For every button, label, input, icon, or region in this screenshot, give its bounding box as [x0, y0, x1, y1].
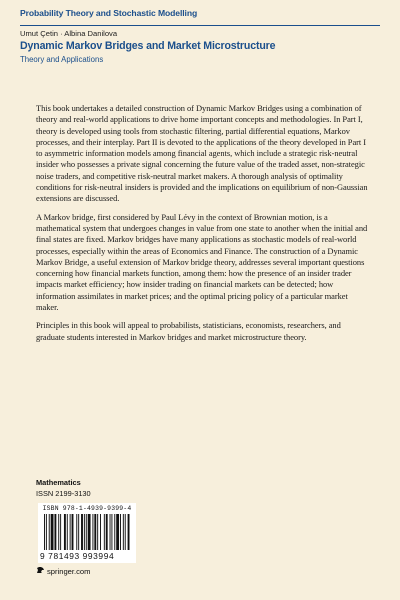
issn: ISSN 2199-3130 [36, 489, 91, 498]
barcode-bar [88, 514, 91, 550]
barcode-bar [64, 514, 66, 550]
isbn-label: ISBN 978-1-4939-9399-4 [42, 505, 132, 512]
barcode-bar [70, 514, 71, 550]
barcode-bar [86, 514, 87, 550]
barcode-bar [94, 514, 96, 550]
barcode-bar [125, 514, 126, 550]
barcode-bar [92, 514, 93, 550]
barcode-bar [72, 514, 74, 550]
barcode-bar [116, 514, 119, 550]
barcode-bar [58, 514, 59, 550]
barcode-bar [54, 514, 56, 550]
barcode-bar [97, 514, 98, 550]
publisher-url[interactable]: springer.com [47, 567, 91, 576]
authors: Umut Çetin · Albina Danilova [20, 29, 118, 38]
barcode-bar [51, 514, 54, 550]
barcode [38, 503, 136, 563]
barcode-bar [84, 514, 85, 550]
header-rule [20, 25, 380, 26]
barcode-bar [78, 514, 79, 550]
barcode-bar [67, 514, 68, 550]
barcode-bar [104, 514, 105, 550]
barcode-bars [44, 514, 132, 552]
barcode-bar [60, 514, 61, 550]
isbn-digits: 9 781493 993994 [40, 551, 115, 561]
series-title: Probability Theory and Stochastic Modelling [20, 8, 198, 18]
book-title: Dynamic Markov Bridges and Market Microstructure [20, 40, 276, 52]
blurb-paragraph: This book undertakes a detailed construction of Dynamic Markov Bridges using a combination of theory and real-world applications to drive home important concepts and methodologies. In Part I, theory is developed using tools from stochastic filtering, partial differential equations, Markov processes, and their interplay. Part II is devoted to the applications of the theory developed in Part I to asymmetric information models among financial agents, which include a strategic risk-neutral insider who possesses a private signal concerning the future value of the traded asset, non-strategic noise traders, and competitive risk-neutral market makers. A thorough analysis of optimality conditions for risk-neutral insiders is provided and the implications on equilibrium of non-Gaussian extensions are discussed. [36, 103, 368, 204]
barcode-bar [76, 514, 77, 550]
blurb-paragraph: Principles in this book will appeal to probabilists, statisticians, economists, researchers, and graduate students interested in Markov bridges and market microstructure theory. [36, 320, 341, 342]
barcode-bar [120, 514, 121, 550]
barcode-bar [123, 514, 124, 550]
barcode-bar [106, 514, 108, 550]
barcode-bar [46, 514, 47, 550]
barcode-bar [44, 514, 45, 550]
blurb [36, 103, 371, 350]
book-subtitle: Theory and Applications [20, 55, 104, 64]
publisher [36, 566, 90, 576]
barcode-bar [114, 514, 115, 550]
barcode-bar [81, 514, 83, 550]
subject-category: Mathematics [36, 478, 81, 487]
barcode-bar [128, 514, 130, 550]
barcode-bar [110, 514, 111, 550]
springer-horse-icon [36, 566, 45, 576]
blurb-paragraph: A Markov bridge, first considered by Paul Lévy in the context of Brownian motion, is a mathematical system that undergoes changes in value from one state to another when the initial and final states are fixed. Markov bridges have many applications as stochastic models of real-world processes, especially within the areas of Economics and Finance. The construction of a Dynamic Markov Bridge, a useful extension of Markov bridge theory, addresses several important questions concerning how financial markets function, among them: how the presence of an insider trader impacts market efficiency; how insider trading on financial markets can be detected; how information assimilates in market prices; and the optimal pricing policy of a particular market maker. [36, 211, 368, 313]
barcode-bar [100, 514, 101, 550]
barcode-bar [49, 514, 50, 550]
barcode-bar [111, 514, 112, 550]
